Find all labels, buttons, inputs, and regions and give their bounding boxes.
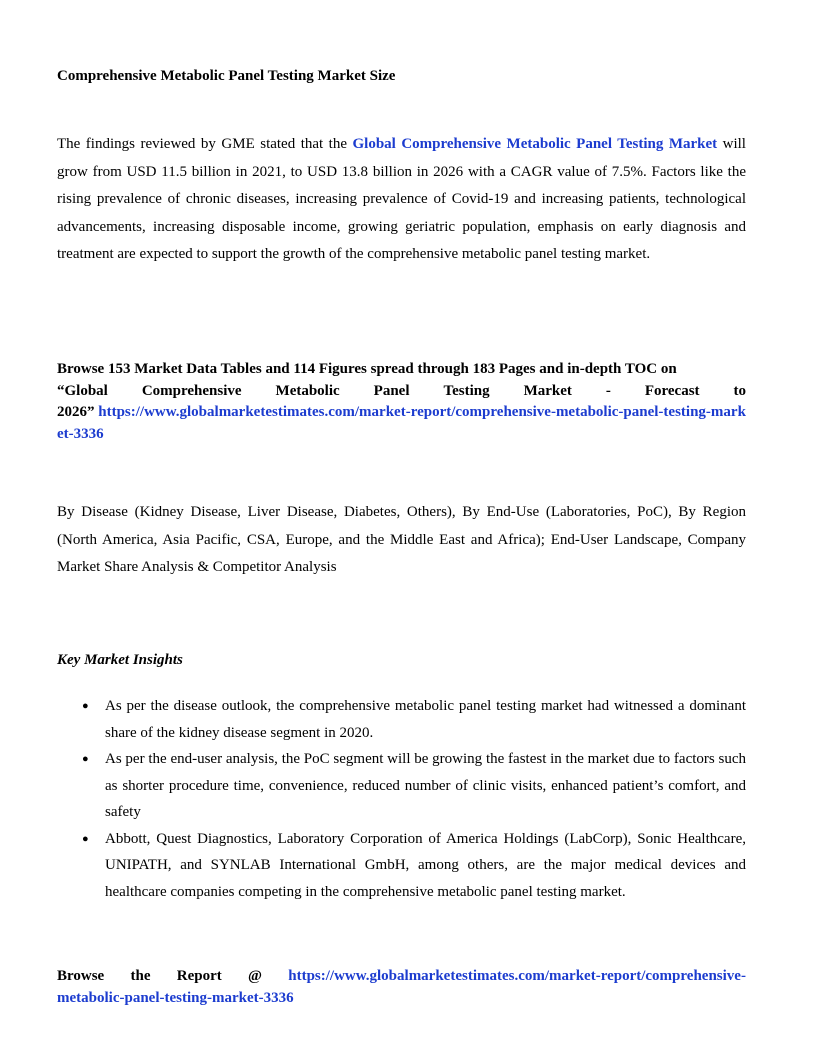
browse-word: Browse [57,968,105,984]
key-insights-heading: Key Market Insights [57,652,183,668]
insight-text: Abbott, Quest Diagnostics, Laboratory Corporation of America Holdings (LabCorp), Sonic Healthcare, UNIPATH, and SYNLAB International GmbH, among others, are the major medical devices and healthcare companies competing in the comprehensive metabolic panel testing market. [105,830,746,900]
browse-word: the [130,968,151,984]
bullet-icon: ● [82,753,89,765]
intro-body: will grow from USD 11.5 billion in 2021, to USD 13.8 billion in 2026 with a CAGR value of 7.5%. Factors like the rising prevalence of chronic diseases, increasing prevalence of Covid-19 and increasing patients, technological advancements, increasing disposable income, growing geriatric population, emphasis on early diagnosis and treatment are expected to support the growth of the comprehensive metabolic panel testing market. [57,136,746,262]
list-item [57,746,746,826]
list-item [57,826,746,906]
browse-word: @ [248,968,262,984]
bullet-icon: ● [82,832,89,845]
intro-paragraph [57,131,746,269]
browse-report-url-part1[interactable]: https://www.globalmarketestimates.com/market-report/comprehensive- [288,968,746,984]
toc-word: Metabolic [275,382,340,399]
insight-text: As per the end-user analysis, the PoC segment will be growing the fastest in the market due to factors such as shorter procedure time, convenience, reduced number of clinic visits, enhanced patient’s comfort, and safety [105,751,746,820]
browse-report-line [57,966,746,988]
segments-paragraph: By Disease (Kidney Disease, Liver Disease, Diabetes, Others), By End-Use (Laboratories, PoC), By Region (North America, Asia Pacific, CSA, Europe, and the Middle East and Africa); End-User Landscape, Company Market Share Analysis & Competitor Analysis [57,504,746,575]
browse-toc-line2 [57,381,746,403]
toc-word: Forecast [644,382,700,399]
toc-year: 2026” [57,404,95,420]
toc-word: Panel [373,382,410,399]
intro-lead: The findings reviewed by GME stated that the [57,136,353,152]
toc-word: “Global [57,382,108,399]
page-title: Comprehensive Metabolic Panel Testing Market Size [57,68,396,84]
insights-list [57,693,746,905]
browse-report-url-part2[interactable]: metabolic-panel-testing-market-3336 [57,989,294,1006]
toc-word: Testing [443,382,490,399]
insight-text: As per the disease outlook, the comprehensive metabolic panel testing market had witnessed a dominant share of the kidney disease segment in 2020. [105,698,746,741]
browse-toc-line3 [57,402,746,445]
browse-word: Report [176,968,222,984]
report-url-link[interactable]: https://www.globalmarketestimates.com/market-report/comprehensive-metabolic-panel-testing-market-3336 [57,404,746,442]
toc-word: - [605,382,611,399]
browse-report-paragraph [57,966,746,1009]
toc-word: Market [523,382,572,399]
browse-toc-line1 [57,359,746,381]
browse-report-line2 [57,988,746,1010]
bullet-icon: ● [82,700,89,712]
browse-toc-paragraph [57,359,746,445]
browse-toc-line1-text: Browse 153 Market Data Tables and 114 Figures spread through 183 Pages and in-depth TOC on [57,361,677,377]
global-market-link[interactable]: Global Comprehensive Metabolic Panel Testing Market [352,136,718,152]
list-item [57,693,746,746]
toc-word: to [733,382,746,399]
toc-word: Comprehensive [141,382,242,399]
